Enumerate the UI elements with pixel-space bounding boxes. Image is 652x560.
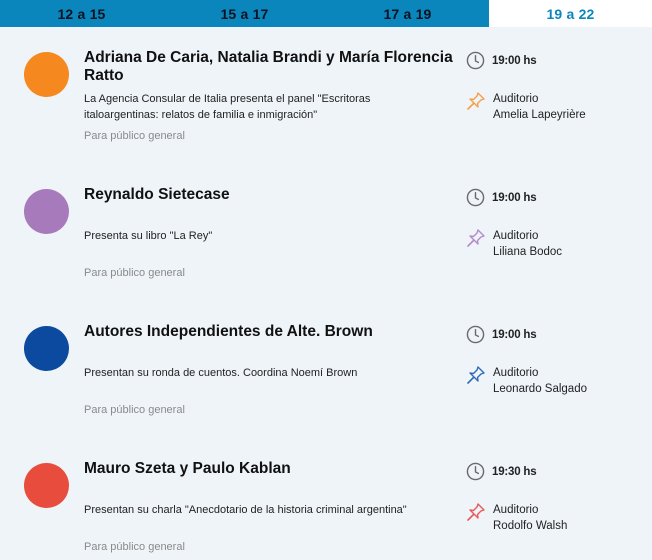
- pushpin-icon: [466, 365, 486, 390]
- event-item: [0, 438, 652, 560]
- event-color-dot: [24, 326, 69, 371]
- events-list: [0, 27, 652, 560]
- location-name: Rodolfo Walsh: [493, 520, 568, 532]
- tab-19-a-22[interactable]: 19 a 22: [489, 0, 652, 27]
- pushpin-icon: [466, 502, 486, 527]
- pushpin-icon: [466, 91, 486, 116]
- event-time: [466, 51, 536, 70]
- location-venue: Auditorio: [493, 93, 539, 105]
- event-audience: Para público general: [84, 267, 185, 279]
- event-location: [466, 91, 586, 123]
- location-name: Amelia Lapeyrière: [493, 109, 586, 121]
- time-slot-tabs: [0, 0, 652, 27]
- event-color-dot: [24, 463, 69, 508]
- event-time: [466, 188, 536, 207]
- clock-icon: [466, 51, 485, 70]
- tab-15-a-17[interactable]: 15 a 17: [163, 0, 326, 27]
- location-venue: Auditorio: [493, 230, 539, 242]
- event-audience: Para público general: [84, 404, 185, 416]
- event-time-text: 19:00 hs: [492, 328, 537, 341]
- location-name: Liliana Bodoc: [493, 246, 563, 258]
- pushpin-icon: [466, 228, 486, 253]
- event-time-text: 19:30 hs: [492, 465, 537, 478]
- event-time-text: 19:00 hs: [492, 191, 537, 204]
- clock-icon: [466, 462, 485, 481]
- event-title: Mauro Szeta y Paulo Kablan: [84, 460, 291, 477]
- clock-icon: [466, 325, 485, 344]
- event-time: [466, 325, 536, 344]
- event-title: Reynaldo Sietecase: [84, 186, 230, 203]
- tab-17-a-19[interactable]: 17 a 19: [326, 0, 489, 27]
- event-title: Autores Independientes de Alte. Brown: [84, 323, 373, 340]
- event-location: [466, 502, 567, 534]
- location-name: Leonardo Salgado: [493, 383, 587, 395]
- event-location: [466, 365, 587, 397]
- event-location: [466, 228, 562, 260]
- event-item: [0, 27, 652, 164]
- event-item: [0, 164, 652, 301]
- event-item: [0, 301, 652, 438]
- event-time: [466, 462, 536, 481]
- event-audience: Para público general: [84, 130, 185, 142]
- location-venue: Auditorio: [493, 504, 539, 516]
- event-color-dot: [24, 52, 69, 97]
- event-description: La Agencia Consular de Italia presenta el panel "Escritoras italoargentinas: relatos de familia e inmigración": [84, 93, 371, 121]
- clock-icon: [466, 188, 485, 207]
- event-description: Presenta su libro "La Rey": [84, 230, 213, 242]
- event-description: Presentan su charla "Anecdotario de la historia criminal argentina": [84, 504, 407, 516]
- event-description: Presentan su ronda de cuentos. Coordina Noemí Brown: [84, 367, 358, 379]
- event-title: Adriana De Caria, Natalia Brandi y María Florencia Ratto: [84, 49, 453, 84]
- event-audience: Para público general: [84, 541, 185, 553]
- location-venue: Auditorio: [493, 367, 539, 379]
- event-color-dot: [24, 189, 69, 234]
- event-time-text: 19:00 hs: [492, 54, 537, 67]
- tab-12-a-15[interactable]: 12 a 15: [0, 0, 163, 27]
